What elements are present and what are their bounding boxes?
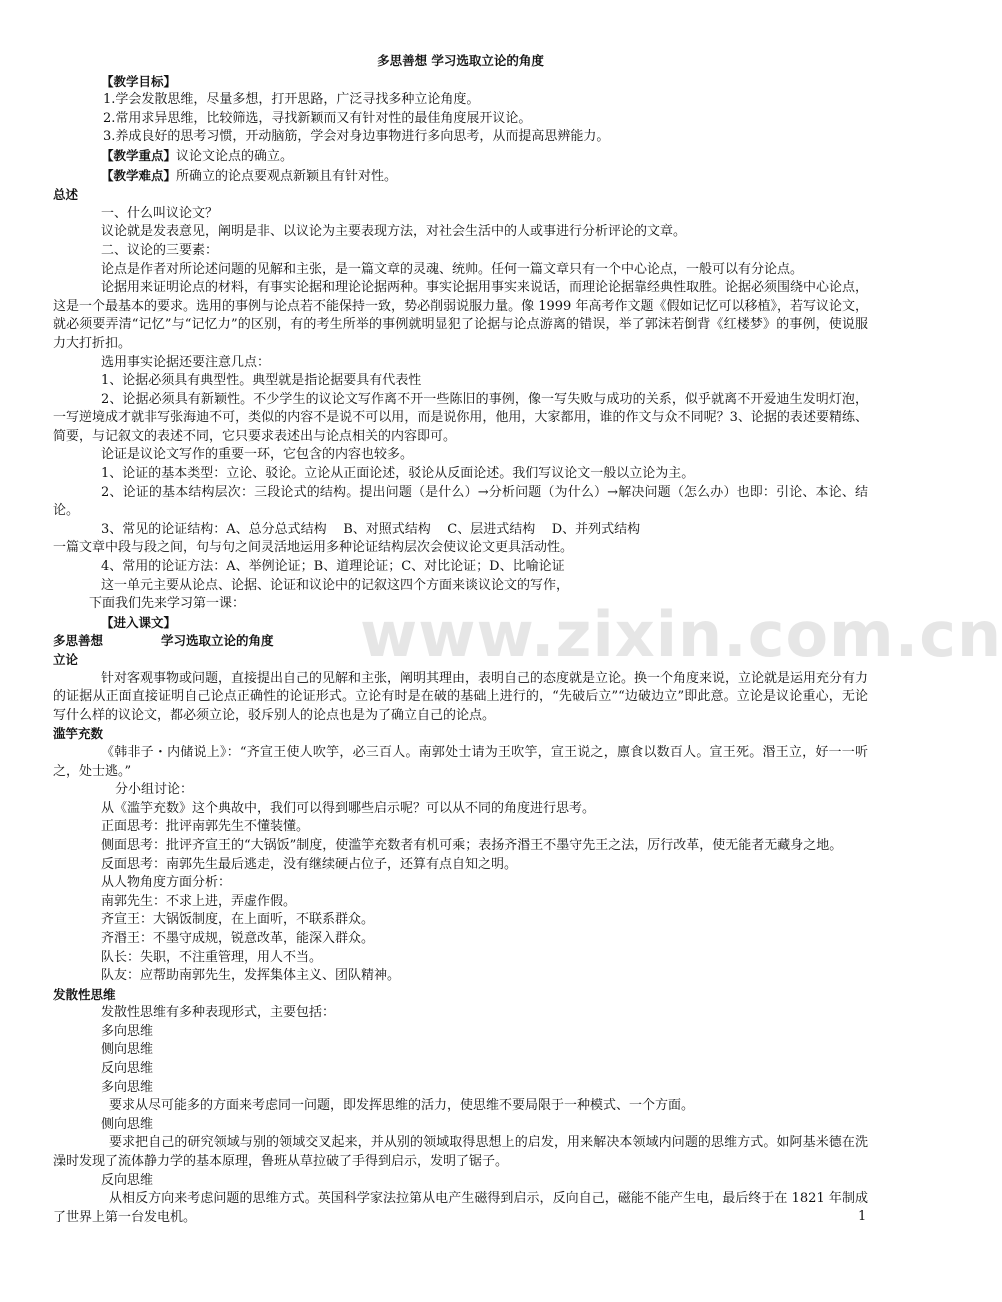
goals-heading: 【教学目标】 bbox=[101, 73, 177, 89]
fasan-list-item-2: 侧向思维 bbox=[101, 1042, 154, 1058]
lanyu-heading: 滥竽充数 bbox=[53, 726, 104, 742]
paragraph-notes: 选用事实论据还要注意几点： bbox=[101, 354, 271, 370]
document-body bbox=[53, 52, 868, 1227]
goal-item-1: 1.学会发散思维，尽量多想，打开思路，广泛寻找多种立论角度。 bbox=[103, 92, 480, 108]
lunzheng-4: 4、常用的论证方法：A、举例论证；B、道理论证；C、对比论证；D、比喻论证 bbox=[101, 559, 565, 575]
question-1-answer: 议论就是发表意见，阐明是非、以议论为主要表现方法，对社会生活中的人或事进行分析评论的文章。 bbox=[101, 224, 687, 240]
question-1: 一、什么叫议论文？ bbox=[101, 205, 219, 221]
fasan-heading: 发散性思维 bbox=[53, 986, 116, 1002]
cexiang-text: 要求把自己的研究领域与别的领域交叉起来，并从别的领域取得思想上的启发，用来解决本领域内问题的思维方式。如阿基米德在洗澡时发现了流体静力学的基本原理，鲁班从草拉破了手得到启示，发明了锯子。 bbox=[53, 1135, 868, 1170]
lilun-text: 针对客观事物或问题，直接提出自己的见解和主张，阐明其理由，表明自己的态度就是立论。换一个角度来说，立论就是运用充分有力的证据从正面直接证明自己论点正确性的论证形式。立论有时是在破的基础上进行的，“先破后立”“边破边立”即此意。立论是议论重心，无论写什么样的议论文，都必须立论，驳斥别人的论点也是为了确立自己的论点。 bbox=[53, 670, 869, 723]
lanyu-quote: 《韩非子・内储说上》：“齐宣王使人吹竽，必三百人。南郭处士请为王吹竽，宣王说之，廪食以数百人。宣王死。湣王立，好一一听之，处士逃。” bbox=[53, 744, 868, 779]
lanyu-person-4: 队长：失职，不注重管理，用人不当。 bbox=[101, 949, 323, 965]
overview-heading: 总述 bbox=[53, 187, 79, 203]
key-point bbox=[53, 147, 868, 167]
enter-heading: 【进入课文】 bbox=[101, 614, 177, 630]
lanyu-question: 从《滥竽充数》这个典故中，我们可以得到哪些启示呢？可以从不同的角度进行思考。 bbox=[101, 800, 596, 816]
lanyu-person-3: 齐湣王：不墨守成规，锐意改革，能深入群众。 bbox=[101, 930, 375, 946]
unit-intro: 这一单元主要从论点、论据、论证和议论中的记叙这四个方面来谈议论文的写作， bbox=[101, 577, 570, 593]
difficult-point-label: 【教学难点】 bbox=[101, 167, 177, 183]
document-title: 多思善想 学习选取立论的角度 bbox=[377, 53, 544, 68]
next-lesson: 下面我们先来学习第一课： bbox=[89, 596, 246, 612]
cexiang-heading: 侧向思维 bbox=[101, 1116, 154, 1132]
lanyu-person-5: 队友：应帮助南郭先生，发挥集体主义、团队精神。 bbox=[101, 968, 401, 984]
page-number: 1 bbox=[858, 1209, 867, 1224]
fanxiang-heading: 反向思维 bbox=[101, 1172, 154, 1188]
duoxiang-text: 要求从尽可能多的方面来考虑同一问题，即发挥思维的活力，使思维不要局限于一种模式、一个方面。 bbox=[109, 1098, 695, 1114]
fasan-list-item-1: 多向思维 bbox=[101, 1023, 154, 1039]
lanyu-positive: 正面思考：批评南郭先生不懂装懂。 bbox=[101, 819, 310, 835]
key-point-text: 议论文论点的确立。 bbox=[176, 148, 294, 164]
watermark: www.zixin.com.cn bbox=[360, 598, 1002, 671]
lunzheng-2: 2、论证的基本结构层次：三段论式的结构。提出问题（是什么）→分析问题（为什么）→解决问题（怎么办）也即：引论、本论、结论。 bbox=[53, 484, 868, 519]
duoxiang-heading: 多向思维 bbox=[101, 1079, 154, 1095]
goal-item-2: 2.常用求异思维，比较筛选，寻找新颖而又有针对性的最佳角度展开议论。 bbox=[103, 110, 532, 126]
difficult-point bbox=[53, 167, 868, 187]
section-title-b: 学习选取立论的角度 bbox=[161, 633, 274, 649]
fanxiang-text: 从相反方向来考虑问题的思维方式。英国科学家法拉第从电产生磁得到启示，反向自己，磁能不能产生电，最后终于在 1821 年制成了世界上第一台发电机。 bbox=[53, 1191, 868, 1225]
note-2: 2、论据必须具有新颖性。不少学生的议论文写作离不开一些陈旧的事例，像一写失败与成功的关系，似乎就离不开爱迪生发明灯泡，一写逆境成才就非写张海迪不可，类似的内容不是说不可以用，而是说你用，他用，大家都用，谁的作文与众不同呢？3、论据的表述要精练、简要，与记叙文的表述不同，它只要求表述出与论点相关的内容即可。 bbox=[53, 391, 868, 444]
fasan-intro: 发散性思维有多种表现形式，主要包括： bbox=[101, 1005, 336, 1021]
lilun-heading: 立论 bbox=[53, 652, 79, 667]
section-title-a: 多思善想 bbox=[53, 633, 104, 649]
lanyu-person-1: 南郭先生：不求上进，弄虚作假。 bbox=[101, 893, 297, 909]
lanyu-group: 分小组讨论： bbox=[115, 782, 194, 798]
fasan-list-item-3: 反向思维 bbox=[101, 1061, 154, 1077]
paragraph-lunju: 论据用来证明论点的材料，有事实论据和理论论据两种。事实论据用事实来说话，而理论论据靠经典性取胜。论据必须围绕中心论点，这是一个最基本的要求。选用的事例与论点若不能保持一致，势必削弱说服力量。像 1999 年高考作文题《假如记忆可以移植》，若写议论文，就必须要弄清“记忆”与“记忆力”的区别，有的考生所举的事例就明显犯了论据与论点游离的错误，举了郭沫若倒背《红楼梦》的事例，使说服力大打折扣。 bbox=[53, 280, 869, 351]
note-1: 1、论据必须具有典型性。典型就是指论据要具有代表性 bbox=[101, 373, 422, 389]
lunzheng-3: 3、常见的论证结构：A、总分总式结构 B、对照式结构 C、层进式结构 D、并列式结构 bbox=[101, 521, 641, 537]
lanyu-side: 侧面思考：批评齐宣王的“大锅饭”制度，使滥竽充数者有机可乘；表扬齐湣王不墨守先王之法，厉行改革，使无能者无藏身之地。 bbox=[101, 837, 843, 853]
paragraph-lunzheng: 论证是议论文写作的重要一环，它包含的内容也较多。 bbox=[101, 447, 414, 463]
question-2: 二、议论的三要素： bbox=[101, 242, 219, 258]
lanyu-person-2: 齐宣王：大锅饭制度，在上面听，不联系群众。 bbox=[101, 912, 375, 928]
key-point-label: 【教学重点】 bbox=[101, 147, 177, 163]
lunzheng-1: 1、论证的基本类型：立论、驳论。立论从正面论述，驳论从反面论述。我们写议论文一般以立论为主。 bbox=[101, 466, 695, 482]
lanyu-people: 从人物角度方面分析： bbox=[101, 875, 232, 891]
lanyu-negative: 反面思考：南郭先生最后逃走，没有继续硬占位子，还算有点自知之明。 bbox=[101, 856, 518, 872]
section-title bbox=[53, 632, 868, 651]
difficult-point-text: 所确立的论点要观点新颖且有针对性。 bbox=[176, 168, 398, 184]
lunzheng-3b: 一篇文章中段与段之间，句与句之间灵活地运用多种论证结构层次会使议论文更具活动性。 bbox=[53, 540, 574, 556]
paragraph-lundian: 论点是作者对所论述问题的见解和主张，是一篇文章的灵魂、统帅。任何一篇文章只有一个中心论点，一般可以有分论点。 bbox=[101, 261, 804, 277]
goal-item-3: 3.养成良好的思考习惯，开动脑筋，学会对身边事物进行多向思考，从而提高思辨能力。 bbox=[103, 129, 610, 145]
